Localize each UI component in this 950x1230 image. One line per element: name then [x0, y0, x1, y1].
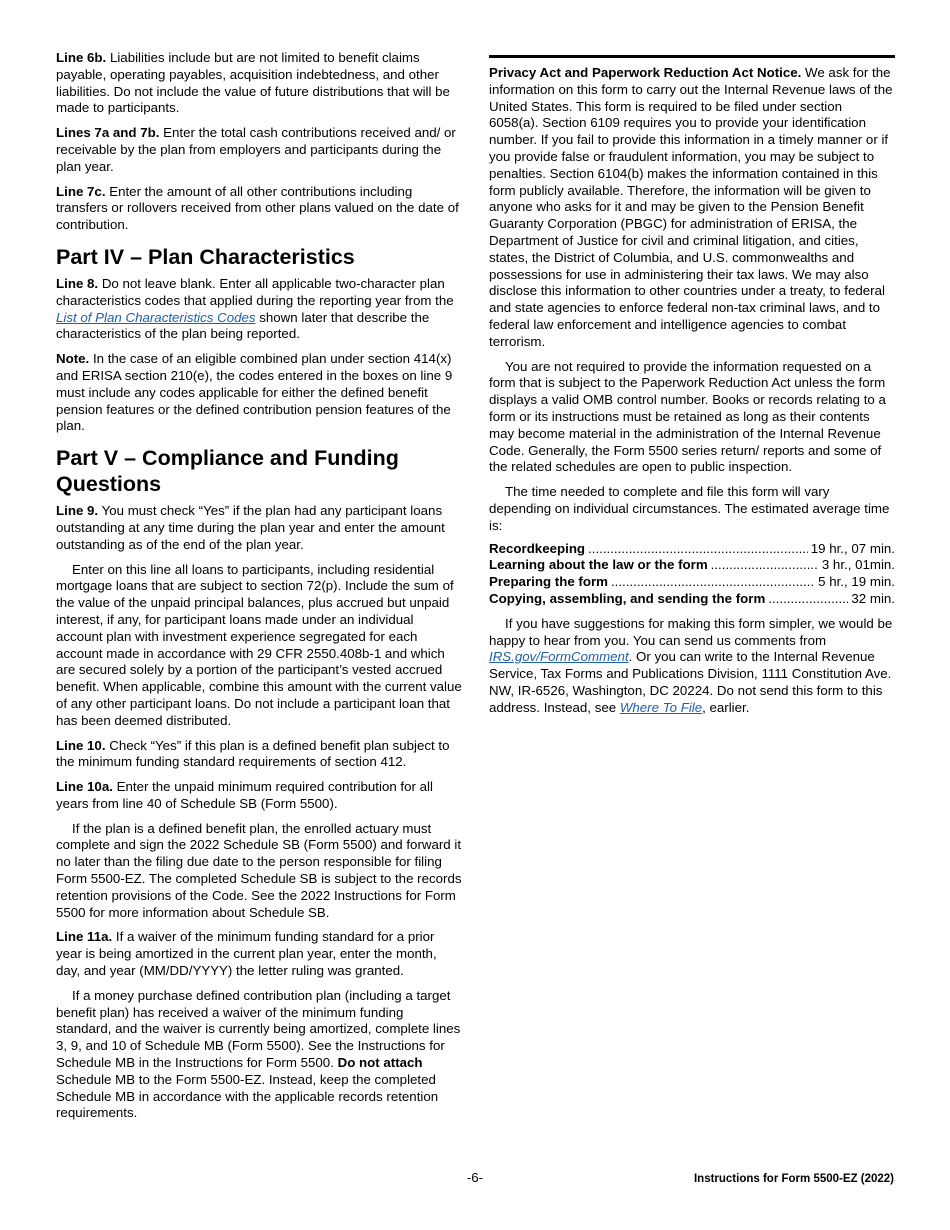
leader-dots	[711, 557, 819, 574]
leader-dots	[611, 574, 815, 591]
text: Check “Yes” if this plan is a defined benefit plan subject to the minimum funding standard requirements of section 412.	[56, 737, 450, 770]
text: You must check “Yes” if the plan had any participant loans outstanding at any time during the plan year and enter the amount outstanding as of the end of the plan year.	[56, 503, 445, 552]
lead: Line 10.	[56, 737, 106, 753]
lead: Line 10a.	[56, 779, 113, 795]
paragraph-line-10a	[56, 779, 462, 813]
paragraph-line-7c	[56, 184, 462, 234]
text: We ask for the information on this form to carry out the Internal Revenue laws of the United States. This form is required to be filed under section 6058(a). Section 6109 requires you to provide your identification number. If you fail to provide this information in a timely manner or if you provide false or fraudulent information, you may be subject to penalties. Section 6104(b) makes the information contained in this form publicly available. Therefore, the information will be given to anyone who asks for it and may be given to the Pension Benefit Guaranty Corporation (PBGC) for administration of ERISA, the Department of Justice for civil and criminal litigation, and cities, states, the District of Columbia, and U.S. commonwealths and possessions for use in administering their tax laws. We may also disclose this information to other countries under a treaty, to federal and state agencies to enforce federal non-tax criminal laws, and to federal law enforcement and intelligence agencies to combat terrorism.	[489, 65, 893, 349]
lead: Lines 7a and 7b.	[56, 125, 160, 141]
paragraph-paperwork: You are not required to provide the information requested on a form that is subject to the Paperwork Reduction Act unless the form displays a valid OMB control number. Books or records relating to a form or its instructions must be retained as long as their contents may become material in the administration of the Internal Revenue Code. Generally, the Form 5500 series return/ reports and some of the related schedules are open to public inspection.	[489, 358, 886, 475]
paragraph-line-6b	[56, 50, 462, 117]
paragraph-loans: Enter on this line all loans to participants, including residential mortgage loans that are subject to section 72(p). Include the sum of the value of the unpaid principal balances, plus accrued but unpaid interest, if any, for participant loans made under an individual account plan with investment experience segregated for each account made in accordance with 29 CFR 2550.408b-1 and which are secured solely by a portion of the participant’s vested accrued benefit. When applicable, combine this amount with the current value of any other participant loans. Do not include a participant loan that has been deemed distributed.	[56, 561, 462, 728]
text: , earlier.	[702, 699, 750, 715]
paragraph-note	[56, 351, 462, 435]
plan-characteristics-codes-link[interactable]: List of Plan Characteristics Codes	[56, 309, 256, 325]
leader-dots	[588, 541, 808, 558]
paragraph-lines-7a-7b	[56, 125, 462, 175]
paragraph-privacy-act	[489, 65, 895, 351]
lead: Line 9.	[56, 503, 99, 519]
time-label: Copying, assembling, and sending the form	[489, 590, 766, 606]
paragraph-schedule-sb: If the plan is a defined benefit plan, the enrolled actuary must complete and sign the 2022 Schedule SB (Form 5500) and forward it no later than the filing due date to the person responsible for filing Form 5500-EZ. The completed Schedule SB is subject to the records retention provisions of the Code. See the 2022 Instructions for Form 5500 for more information about Schedule SB.	[56, 820, 462, 920]
text: Liabilities include but are not limited to benefit claims payable, operating payables, acquisition indebtedness, and other liabilities. Do not include the value of future distributions that will be made to participants.	[56, 50, 450, 116]
lead: Line 11a.	[56, 929, 113, 945]
time-label: Preparing the form	[489, 574, 608, 590]
left-column	[56, 50, 462, 1130]
text: If a money purchase defined contribution plan (including a target benefit plan) has received a waiver of the minimum funding standard, and the waiver is currently being amortized, complete lines 3, 9, and 10 of Schedule MB (Form 5500). See the Instructions for Schedule MB in the Instructions for Form 5500.	[56, 987, 461, 1071]
paragraph-suggestions	[489, 616, 895, 717]
paragraph-line-9	[56, 503, 462, 553]
text: Enter the total cash contributions received and/ or receivable by the plan from employers and participants during the plan year.	[56, 125, 456, 174]
footer-title: Instructions for Form 5500-EZ (2022)	[693, 1173, 894, 1185]
heading-part-v: Part V – Compliance and Funding Questions	[56, 446, 399, 497]
text: Do not leave blank. Enter all applicable two-character plan characteristics codes that applied during the reporting year from the	[56, 275, 454, 308]
lead: Privacy Act and Paperwork Reduction Act Notice.	[489, 65, 802, 80]
time-row	[489, 574, 895, 591]
text: shown later that describe the characteristics of the plan being reported.	[56, 309, 430, 342]
time-row	[489, 557, 895, 574]
text: In the case of an eligible combined plan under section 414(x) and ERISA section 210(e), the codes entered in the boxes on line 9 must include any codes applicable for either the defined benefit pension features or the defined contribution pension features of the plan.	[56, 351, 453, 434]
time-row	[489, 541, 895, 558]
text: Schedule MB to the Form 5500-EZ. Instead, keep the completed Schedule MB in accordance with the applicable records retention requirements.	[56, 1071, 439, 1121]
right-column	[489, 55, 895, 724]
time-value: 19 hr., 07 min.	[810, 540, 895, 556]
time-value: 32 min.	[851, 590, 895, 606]
text: Enter the unpaid minimum required contribution for all years from line 40 of Schedule SB (Form 5500).	[56, 779, 433, 811]
time-estimates	[489, 541, 895, 608]
paragraph-time-needed: The time needed to complete and file this form will vary depending on individual circumstances. The estimated average time is:	[489, 484, 890, 533]
page-number: -6-	[466, 1170, 484, 1185]
time-label: Learning about the law or the form	[489, 557, 708, 573]
paragraph-schedule-mb	[56, 988, 462, 1122]
paragraph-line-8	[56, 276, 462, 343]
text: If you have suggestions for making this form simpler, we would be happy to hear from you. You can send us comments from	[489, 615, 893, 648]
text: Enter the amount of all other contributions including transfers or rollovers received from other plans valued on the date of contribution.	[56, 183, 459, 233]
lead: Line 7c.	[56, 183, 106, 199]
paragraph-line-11a	[56, 929, 462, 979]
time-value: 5 hr., 19 min.	[818, 574, 895, 590]
bold-text: Do not attach	[337, 1055, 423, 1071]
time-label: Recordkeeping	[489, 540, 586, 556]
leader-dots	[768, 591, 848, 608]
where-to-file-link[interactable]: Where To File	[619, 699, 703, 715]
time-row	[489, 591, 895, 608]
paragraph-line-10	[56, 738, 462, 772]
lead: Line 8.	[56, 275, 99, 291]
time-value: 3 hr., 01min.	[821, 557, 895, 573]
lead: Line 6b.	[56, 50, 107, 65]
form-comment-link[interactable]: IRS.gov/FormComment	[489, 649, 629, 665]
text: . Or you can write to the Internal Revenue Service, Tax Forms and Publications Division, 1111 Constitution Ave. NW, IR-6526, Washington, DC 20224. Do not send this form to this address. Instead, see	[489, 649, 892, 715]
lead: Note.	[56, 351, 90, 367]
text: If a waiver of the minimum funding standard for a prior year is being amortized in the current plan year, enter the month, day, and year (MM/DD/YYYY) the letter ruling was granted.	[56, 929, 437, 979]
heading-part-iv: Part IV – Plan Characteristics	[56, 244, 355, 269]
